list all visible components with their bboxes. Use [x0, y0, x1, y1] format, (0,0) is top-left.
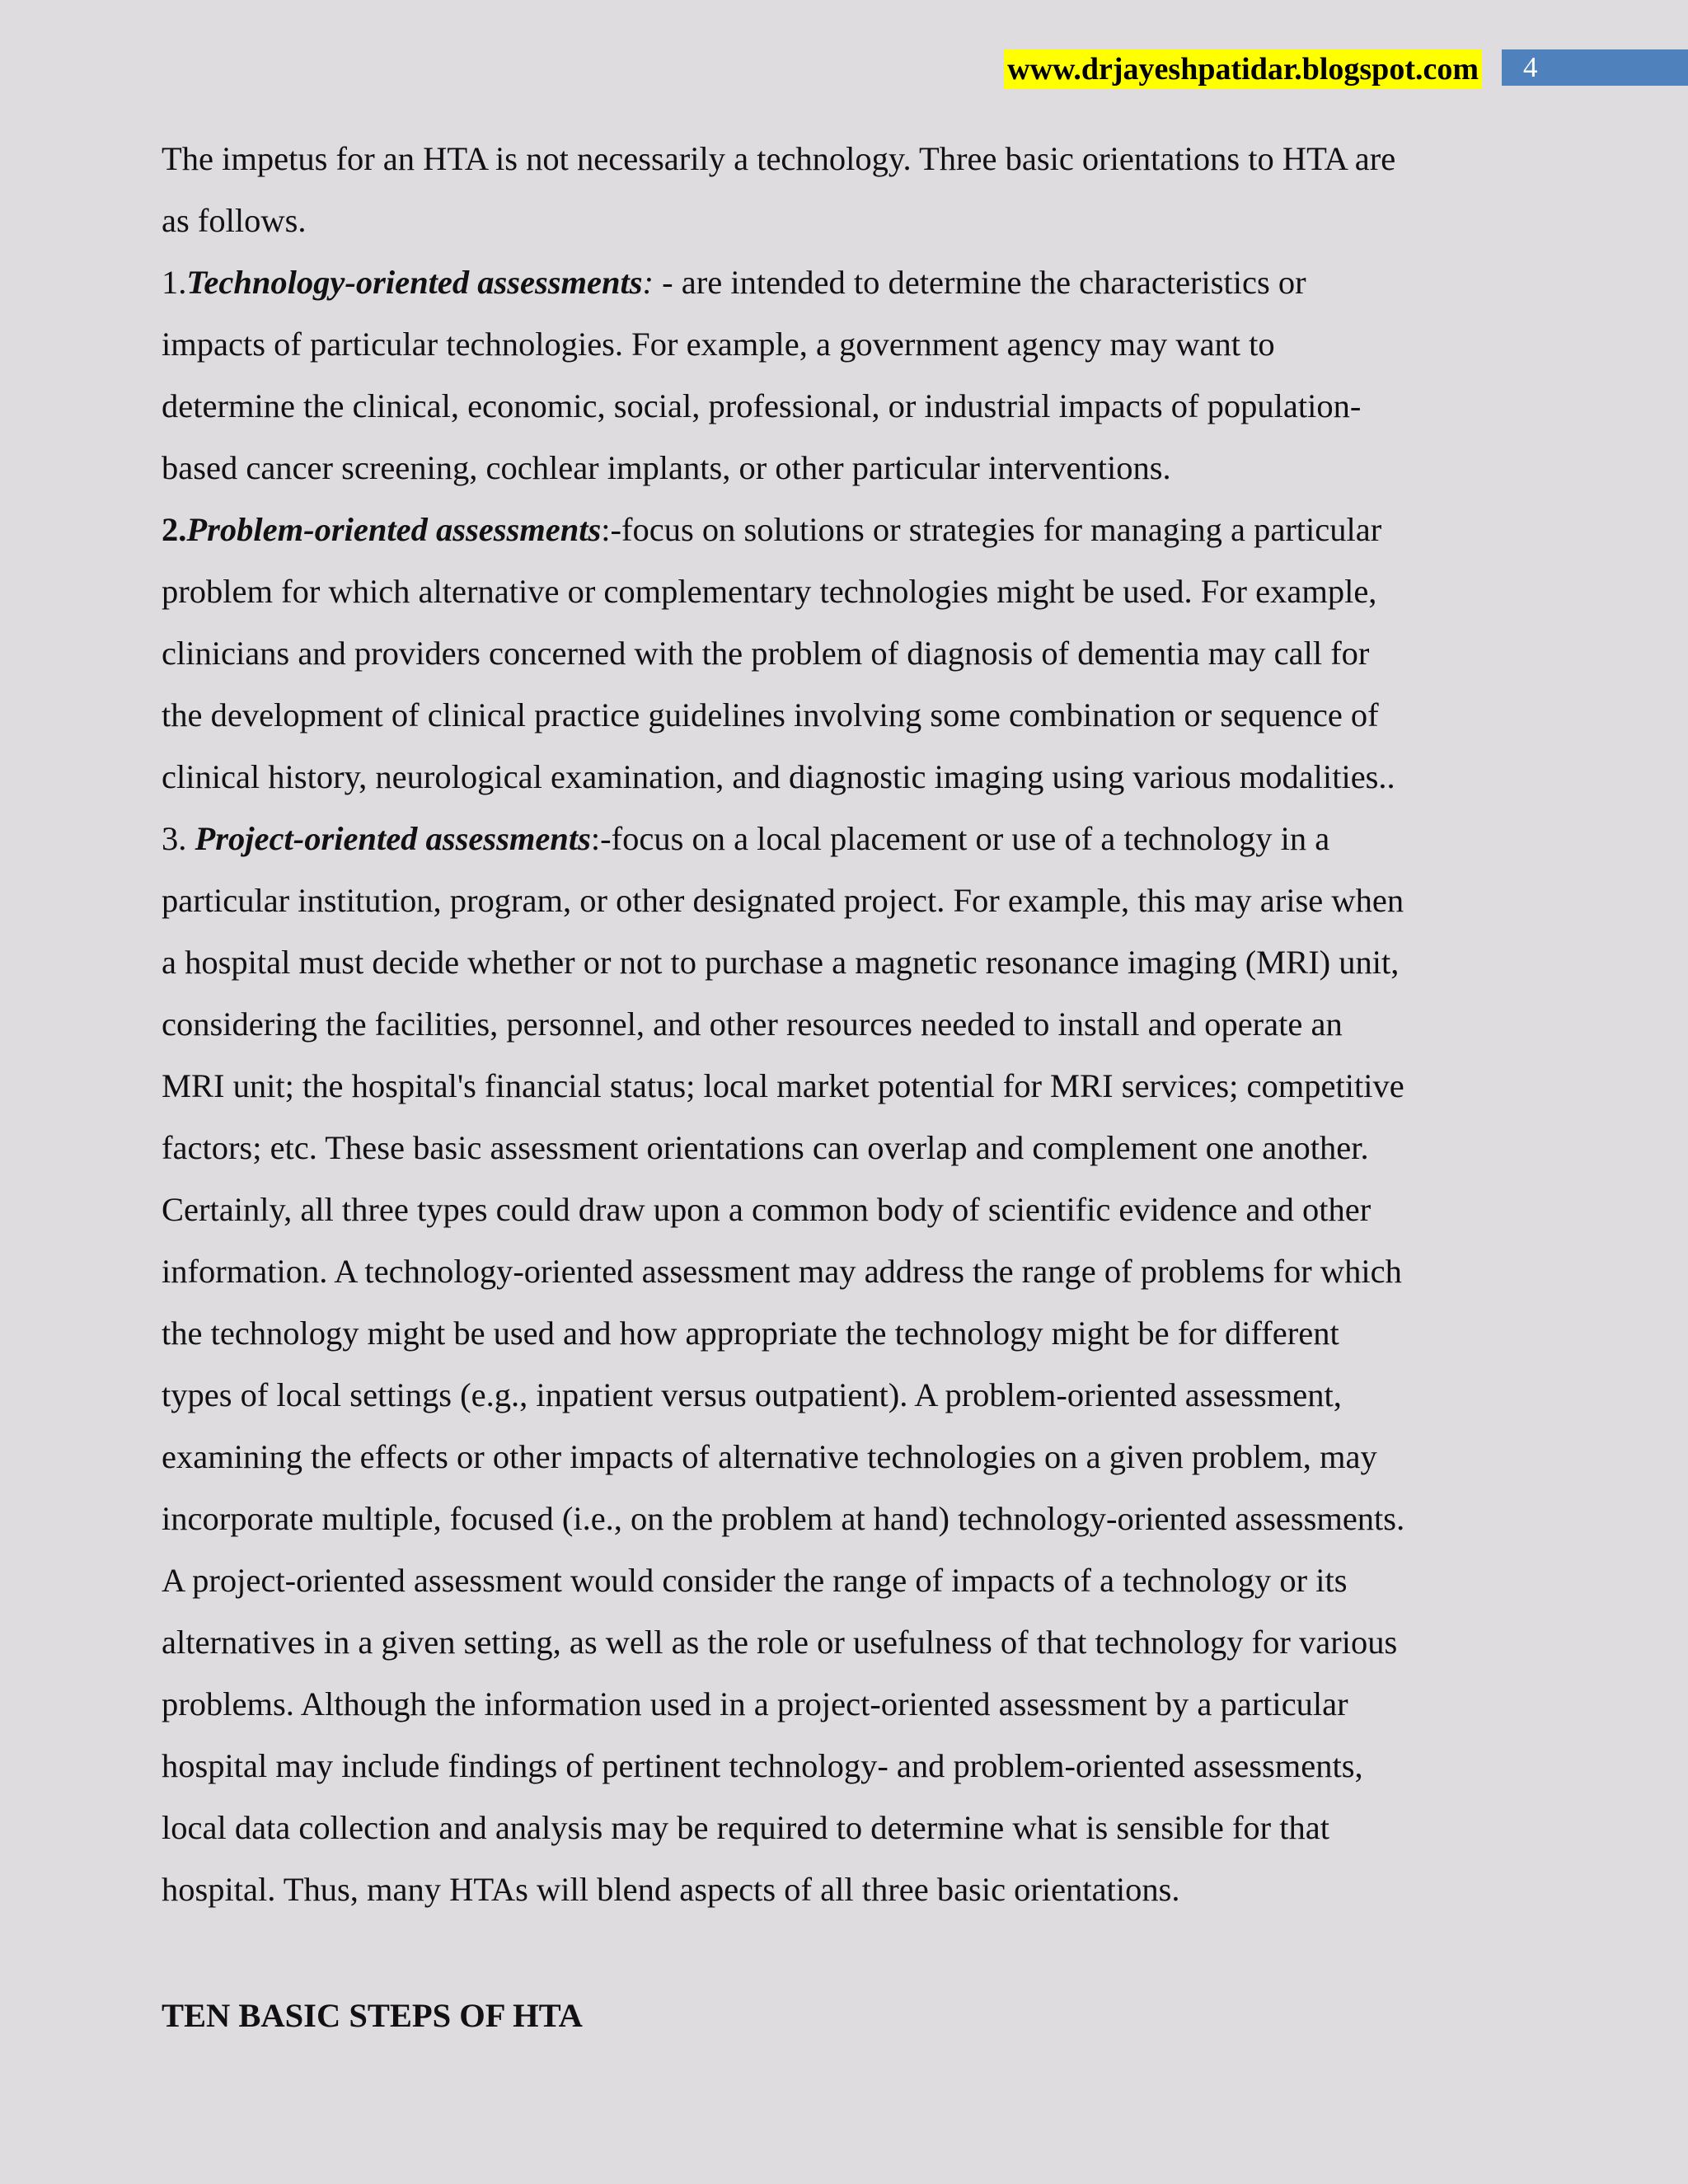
item-text: -focus on a local placement or use of a technology in a	[600, 820, 1330, 857]
item-colon: :	[642, 264, 654, 301]
page-header	[0, 48, 1688, 89]
page-number: 4	[1523, 51, 1538, 83]
text-line: as follows.	[162, 202, 307, 239]
text-line: information. A technology-oriented assessment may address the range of problems for which	[162, 1253, 1402, 1290]
text-line: considering the facilities, personnel, and other resources needed to install and operate an	[162, 1005, 1343, 1043]
text-line: factors; etc. These basic assessment orientations can overlap and complement one another.	[162, 1129, 1369, 1166]
text-line: clinicians and providers concerned with the problem of diagnosis of dementia may call for	[162, 635, 1370, 672]
list-item-problem-oriented	[162, 499, 1530, 560]
text-line: alternatives in a given setting, as well as the role or usefulness of that technology for various	[162, 1624, 1398, 1661]
text-line: examining the effects or other impacts of alternative technologies on a given problem, may	[162, 1438, 1377, 1475]
item-number: 3.	[162, 820, 195, 857]
text-line: impacts of particular technologies. For example, a government agency may want to	[162, 326, 1275, 363]
body-text	[162, 128, 1530, 1920]
text-line: particular institution, program, or other designated project. For example, this may arise when	[162, 882, 1404, 919]
text-line: problem for which alternative or complementary technologies might be used. For example,	[162, 573, 1377, 610]
text-line: based cancer screening, cochlear implants, or other particular interventions.	[162, 449, 1171, 486]
item-text: -focus on solutions or strategies for managing a particular	[610, 511, 1382, 548]
text-line: local data collection and analysis may be required to determine what is sensible for that	[162, 1809, 1330, 1846]
text-line: The impetus for an HTA is not necessarily a technology. Three basic orientations to HTA are	[162, 140, 1396, 177]
text-line: A project-oriented assessment would consider the range of impacts of a technology or its	[162, 1562, 1348, 1599]
text-line: MRI unit; the hospital's financial status; local market potential for MRI services; competitive	[162, 1067, 1404, 1104]
item-number: 1.	[162, 264, 187, 301]
item-term: Technology-oriented assessments	[186, 264, 643, 301]
item-term: Project-oriented assessments	[195, 820, 591, 857]
text-line: the technology might be used and how appropriate the technology might be for different	[162, 1315, 1339, 1352]
item-colon: :	[590, 820, 601, 857]
list-item-technology-oriented	[162, 251, 1530, 313]
item-colon: :	[601, 511, 611, 548]
item-number: 2.	[162, 511, 187, 548]
text-line: hospital may include findings of pertinent technology- and problem-oriented assessments,	[162, 1747, 1363, 1784]
section-heading: TEN BASIC STEPS OF HTA	[162, 1997, 583, 2034]
text-line: hospital. Thus, many HTAs will blend aspects of all three basic orientations.	[162, 1871, 1180, 1908]
text-line: determine the clinical, economic, social, professional, or industrial impacts of population-	[162, 387, 1362, 424]
item-term: Problem-oriented assessments	[186, 511, 602, 548]
item-text: - are intended to determine the characteristics or	[654, 264, 1306, 301]
page-number-box	[1502, 49, 1688, 86]
text-line: incorporate multiple, focused (i.e., on the problem at hand) technology-oriented assessments.	[162, 1500, 1405, 1537]
text-line: Certainly, all three types could draw upon a common body of scientific evidence and other	[162, 1191, 1372, 1228]
text-line: a hospital must decide whether or not to purchase a magnetic resonance imaging (MRI) unit,	[162, 944, 1400, 981]
list-item-project-oriented	[162, 808, 1530, 869]
text-line: the development of clinical practice guidelines involving some combination or sequence of	[162, 696, 1379, 733]
text-line: problems. Although the information used in a project-oriented assessment by a particular	[162, 1685, 1348, 1722]
text-line: clinical history, neurological examination, and diagnostic imaging using various modalities..	[162, 758, 1395, 795]
text-line: types of local settings (e.g., inpatient versus outpatient). A problem-oriented assessment,	[162, 1376, 1342, 1413]
site-url[interactable]: www.drjayeshpatidar.blogspot.com	[1004, 49, 1482, 89]
